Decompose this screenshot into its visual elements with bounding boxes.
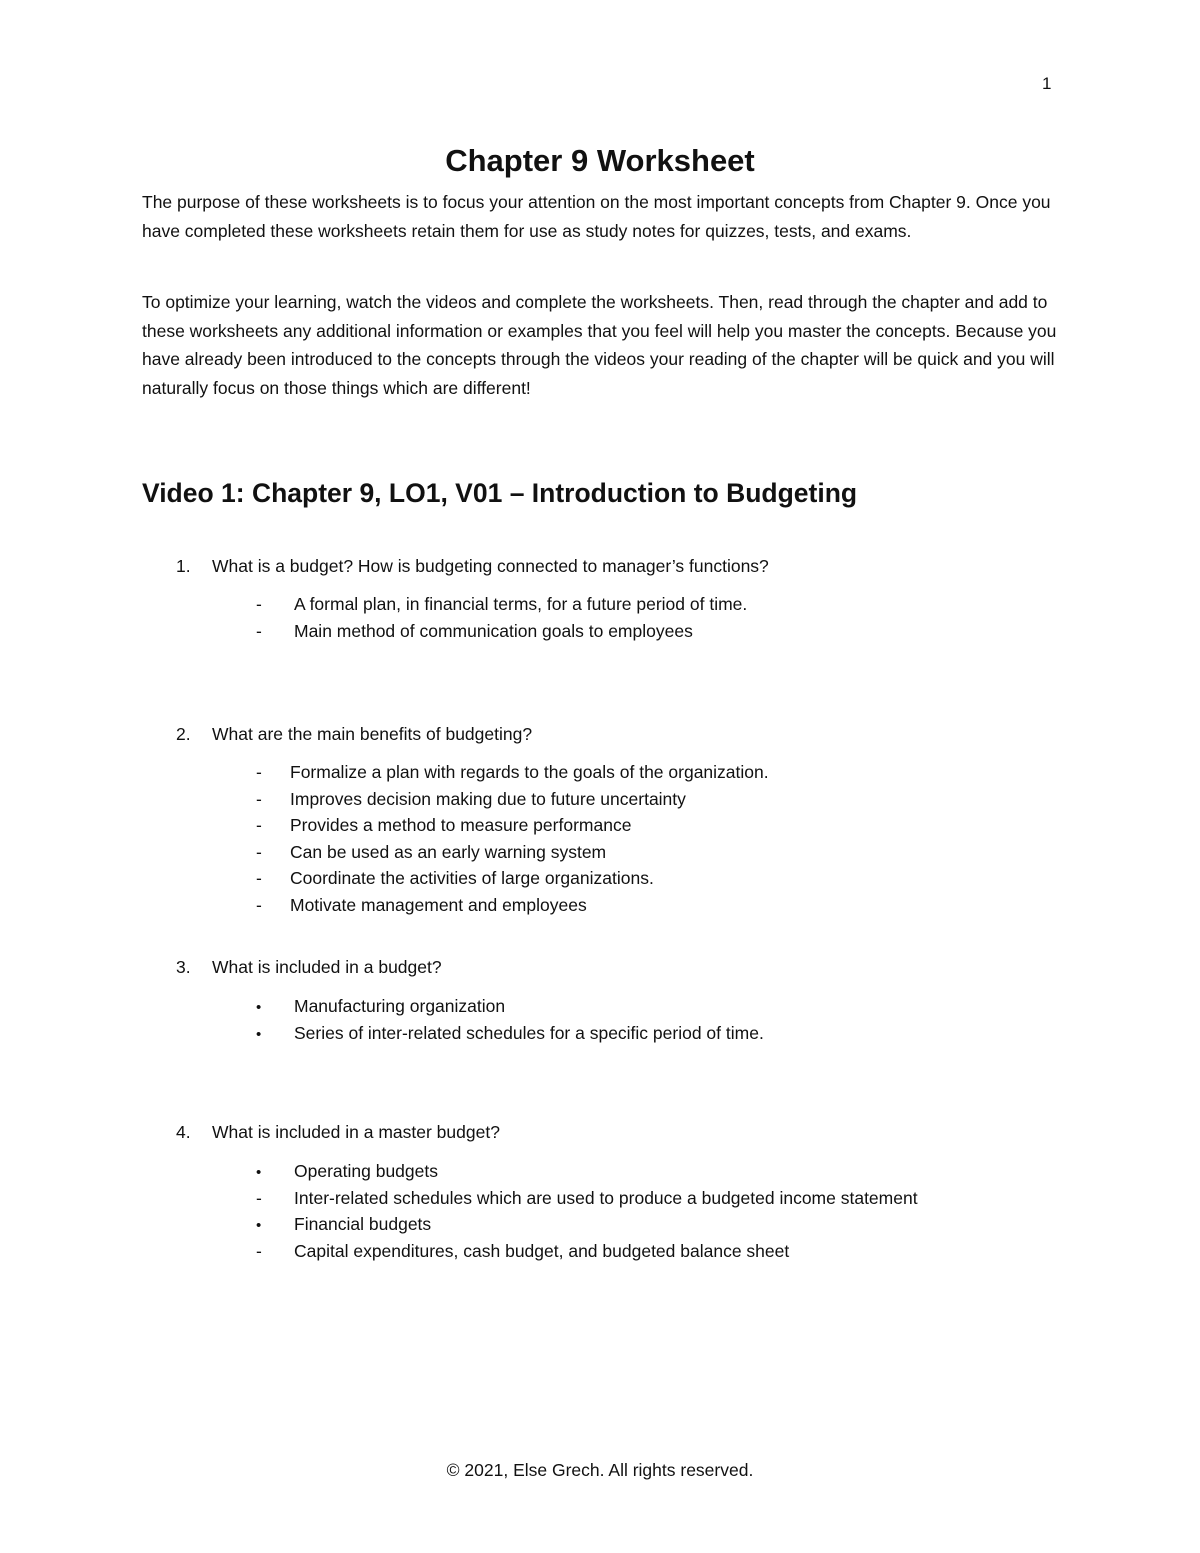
section-heading: Video 1: Chapter 9, LO1, V01 – Introduction to Budgeting [142,478,858,508]
answer-text: Motivate management and employees [290,894,587,915]
answer-text: Improves decision making due to future uncertainty [290,788,686,809]
bullet-marker: • [256,999,262,1016]
answer-text: Formalize a plan with regards to the goals of the organization. [290,762,769,782]
question-3 [176,957,442,978]
list-item [256,1020,764,1047]
question-1 [176,556,769,577]
answer-list-4 [256,1158,918,1264]
answer-list-1 [256,591,747,644]
dash-marker: - [256,815,262,836]
question-text: What are the main benefits of budgeting? [212,724,533,744]
bullet-marker: • [256,1217,262,1235]
answer-text: Series of inter-related schedules for a specific period of time. [294,1022,764,1043]
answer-text: Operating budgets [294,1161,438,1181]
list-item [256,1158,918,1185]
page-number: 1 [1042,74,1052,93]
list-item [256,759,769,786]
question-2 [176,724,532,745]
dash-marker: - [256,788,262,809]
list-item [256,591,747,618]
list-item [256,618,747,645]
intro-paragraph-purpose: The purpose of these worksheets is to focus your attention on the most important concepts from Chapter 9. Once you have completed these worksheets retain them for use as study notes for quizzes, tests, and exams. [142,192,1051,241]
dash-marker: - [256,1240,262,1261]
answer-text: Inter-related schedules which are used to produce a budgeted income statement [294,1187,918,1208]
dash-marker: - [256,594,262,614]
question-number: 3. [176,957,191,977]
dash-marker: - [256,841,262,862]
copyright-footer: © 2021, Else Grech. All rights reserved. [446,1460,754,1480]
question-text: What is a budget? How is budgeting connected to manager’s functions? [212,556,769,576]
dash-marker: - [256,762,262,782]
answer-list-2 [256,759,769,919]
list-item [256,1211,918,1238]
question-number: 1. [176,556,191,576]
answer-text: Financial budgets [294,1214,432,1235]
bullet-marker: • [256,1164,262,1181]
list-item [256,892,769,919]
list-item [256,839,769,866]
question-text: What is included in a master budget? [212,1122,500,1142]
answer-text: A formal plan, in financial terms, for a future period of time. [294,594,748,614]
dash-marker: - [256,868,262,889]
list-item [256,1238,918,1265]
dash-marker: - [256,894,262,915]
answer-text: Capital expenditures, cash budget, and budgeted balance sheet [294,1240,790,1261]
list-item [256,1185,918,1212]
intro-paragraph-optimize: To optimize your learning, watch the videos and complete the worksheets. Then, read through the chapter and add to these worksheets any additional information or examples that you feel will help you master the concepts. Because you have already been introduced to the concepts through the videos your reading of the chapter will be quick and you will naturally focus on those things which are different! [142,292,1057,399]
list-item [256,993,764,1020]
question-text: What is included in a budget? [212,957,442,977]
question-number: 4. [176,1122,191,1142]
dash-marker: - [256,620,262,641]
answer-list-3 [256,993,764,1046]
answer-text: Manufacturing organization [294,996,506,1016]
answer-text: Main method of communication goals to employees [294,620,693,641]
list-item [256,786,769,813]
question-number: 2. [176,724,191,744]
answer-text: Coordinate the activities of large organizations. [290,868,654,889]
answer-text: Provides a method to measure performance [290,815,632,836]
list-item [256,865,769,892]
question-4 [176,1122,500,1143]
page-title: Chapter 9 Worksheet [445,143,755,178]
dash-marker: - [256,1187,262,1208]
answer-text: Can be used as an early warning system [290,841,607,862]
list-item [256,812,769,839]
bullet-marker: • [256,1025,262,1043]
